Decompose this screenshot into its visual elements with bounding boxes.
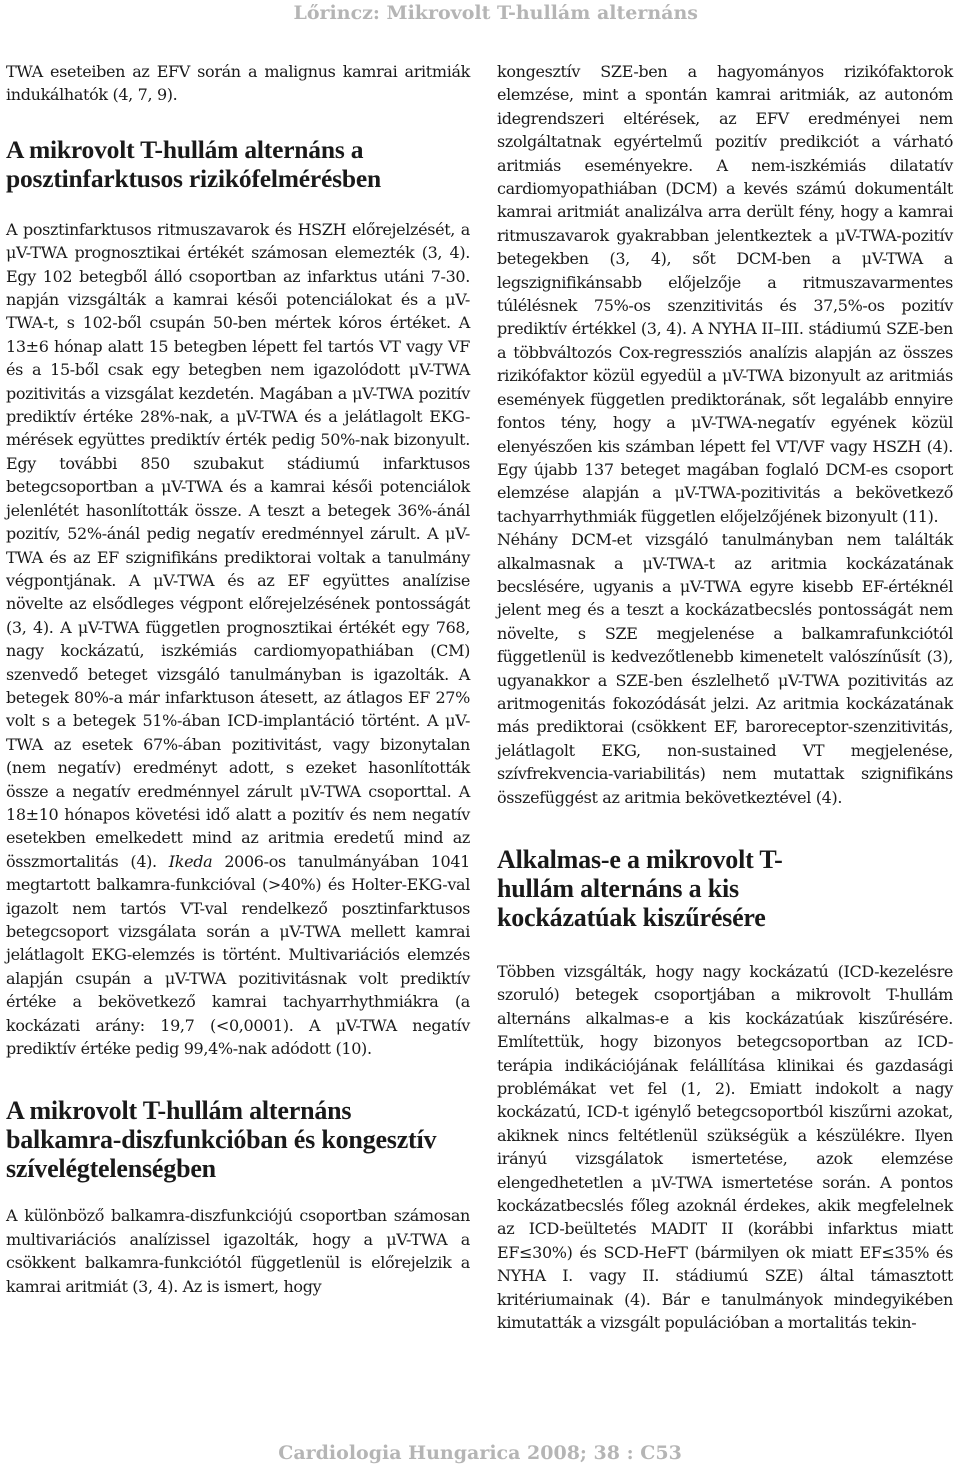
postinfarction-text-b: 2006-os tanulmányában 1041 megtartott balkamra-funkcióval (>40%) és Holter-EKG-val igazolt nem tartós VT-val rendelkező posztinfarktusos betegcsoport vizsgálata során a μV-TWA mellett kamrai jelátlagolt EKG-elemzés is történt. Multivariációs elemzés alapján csupán a μV-TWA pozitivitásnak volt prediktív értéke a bekövetkező kamrai tachyarrhythmiákra (a kockázati arány: 19,7 (<0,0001). A μV-TWA negatív prediktív értéke pedig 99,4%-nak adódott (10). [6,851,470,1059]
author-name-ikeda: Ikeda [168,851,213,871]
low-risk-paragraph: Többen vizsgálták, hogy nagy kockázatú (ICD-kezelésre szoruló) betegek csoportjában a mikrovolt T-hullám alternáns alkalmas-e a kis kockázatúak kiszűrésére. Említettük, hogy bizonyos betegcsoportban az ICD-terápia indikációjának felállítása klinikai és gazdasági problémákat vet fel (1, 2). Emiatt indokolt a nagy kockázatú, ICD-t igénylő betegcsoportból kiszűrni azokat, akiknek nincs feltétlenül szükségük a készülékre. Ilyen irányú vizsgálatok ismertetése, azok elemzése elengedhetetlen a μV-TWA ismertetése során. A pontos kockázatbecslés főleg azoknál érdekes, akik megfelelnek az ICD-beültetés MADIT II (korábbi infarktus miatt EF≤30%) és SCD-HeFT (bármilyen ok miatt EF≤35% és NYHA I. vagy II. stádiumú SZE) által támasztott kritériumainak (4). Bár e tanulmányok mindegyikében kimutatták a vizsgált populációban a mortalitás tekin- [497,962,953,1333]
heart-failure-paragraph: A különböző balkamra-diszfunkciójú csoportban számosan multivariációs analízissel igazolták, hogy a μV-TWA a csökkent balkamra-funkciótól függetlenül is előrejelzik a kamrai aritmiát (3, 4). Az is ismert, hogy [6,1206,470,1296]
postinfarction-paragraph [6,218,470,1061]
section-heading-heart-failure: A mikrovolt T-hullám alternáns balkamra-diszfunkcióban és kongesztív szívelégtelenségben [6,1096,437,1184]
postinfarction-text-a: A posztinfarktusos ritmuszavarok és HSZH előrejelzését, a μV-TWA prognosztikai értékét számosan elemezték (3, 4). Egy 102 betegből álló csoportban az infarktus utáni 7-30. napján vizsgálták a kamrai késői potenciálokat és a μV-TWA-t, s 102-ből csupán 50-ben mértek kóros értéket. A 13±6 hónap alatt 15 betegben lépett fel tartós VT vagy VF és a 15-ből csak egy betegben nem igazolódott μV-TWA pozitivitás a vizsgálat kezdetén. Magában a μV-TWA pozitív prediktív értéke 28%-nak, a μV-TWA és a jelátlagolt EKG-mérések együttes prediktív érték pedig 50%-nak bizonyult. Egy további 850 szubakut stádiumú infarktusos betegcsoportban a μV-TWA és a kamrai késői potenciálok jelenlétét hasonlították össze. A teszt a betegek 36%-ánál pozitív, 52%-ánál pedig negatív eredménnyel zárult. A μV-TWA és az EF szignifikáns prediktorai voltak a tanulmány végpontjának. A μV-TWA és az EF együttes analízise növelte az elsődleges végpont előrejelzésének pontosságát (3, 4). A μV-TWA független prognosztikai értékét egy 768, nagy kockázatú, iszkémiás cardiomyopathiában (CM) szenvedő beteget vizsgáló tanulmányban is igazolták. A betegek 80%-a már infarktuson átesett, az átlagos EF 27% volt s a betegek 51%-ában ICD-implantáció történt. A μV-TWA az esetek 67%-ában pozitivitást, vagy bizonytalan (nem negatív) eredményt adott, s ezeket hasonlították össze a negatív eredménnyel zárult μV-TWA csoporttal. A 18±10 hónapos követési idő alatt a pozitív és nem negatív esetekben emelkedett mind az aritmia eredetű mind az összmortalitás (4). [6,219,470,871]
section-heading-low-risk: Alkalmas-e a mikrovolt T-hullám alternáns a kis kockázatúak kiszűrésére [497,845,783,932]
journal-footer: Cardiologia Hungarica 2008; 38 : C53 [278,1442,682,1464]
right-column [497,60,953,1335]
intro-paragraph: TWA eseteiben az EFV során a malignus kamrai aritmiák indukálhatók (4, 7, 9). [6,62,470,105]
running-head: Lőrincz: Mikrovolt T-hullám alternáns [293,2,698,24]
dcm-paragraph-2: Néhány DCM-et vizsgáló tanulmányban nem találták alkalmasnak a μV-TWA-t az aritmia kockázatának becslésére, ugyanis a μV-TWA egyre kisebb EF-értéknél jelent meg és a teszt a kockázatbecslés pontosságát nem növelte, s SZE megjelenése a balkamrafunkciótól függetlenül is kedvezőtlenebb kimenetelt valószínűsít (3), ugyanakkor a SZE-ben észlelhető μV-TWA pozitivitás az aritmogenitás fokozódását jelzi. Az aritmia kockázatának más prediktorai (csökkent EF, baroreceptor-szenzitivitás, jelátlagolt EKG, non-sustained VT megjelenése, szívfrekvencia-variabilitás) nem mutattak szignifikáns összefüggést az aritmia bekövetkeztével (4). [497,530,953,807]
section-heading-postinfarction: A mikrovolt T-hullám alternáns a posztinfarktusos rizikófelmérésben [6,134,381,193]
left-column [6,60,470,1298]
dcm-paragraph: kongesztív SZE-ben a hagyományos rizikófaktorok elemzése, mint a spontán kamrai aritmiák, az autonóm idegrendszeri eltérések, az EFV eredményei nem szolgáltatnak egyértelmű pozitív predikciót a várható aritmiás eseményekre. A nem-iszkémiás dilatatív cardiomyopathiában (DCM) a kevés számú dokumentált kamrai aritmiát analizálva arra derült fény, hogy a kamrai ritmuszavarok gyakrabban jelentkeztek a μV-TWA-pozitív betegekben (3, 4), sőt DCM-ben a μV-TWA a legszignifikánsabb előjelzője a ritmuszavarmentes túlélésnek 75%-os szenzitivitás és 37,5%-os pozitív prediktív értékkel (3, 4). A NYHA II–III. stádiumú SZE-ben a többváltozós Cox-regressziós analízis alapján az összes rizikófaktor közül egyedül a μV-TWA bizonyult az aritmiás események független prediktorának, sőt legalább ennyire fontos tény, hogy a μV-TWA-negatív egyének közül elenyészően kis számban lépett fel VT/VF vagy HSZH (4). Egy újabb 137 beteget magában foglaló DCM-es csoport elemzése alapján a μV-TWA-pozitivitás a bekövetkező tachyarrhythmiák független előjelzőjének bizonyult (11). [497,62,953,526]
